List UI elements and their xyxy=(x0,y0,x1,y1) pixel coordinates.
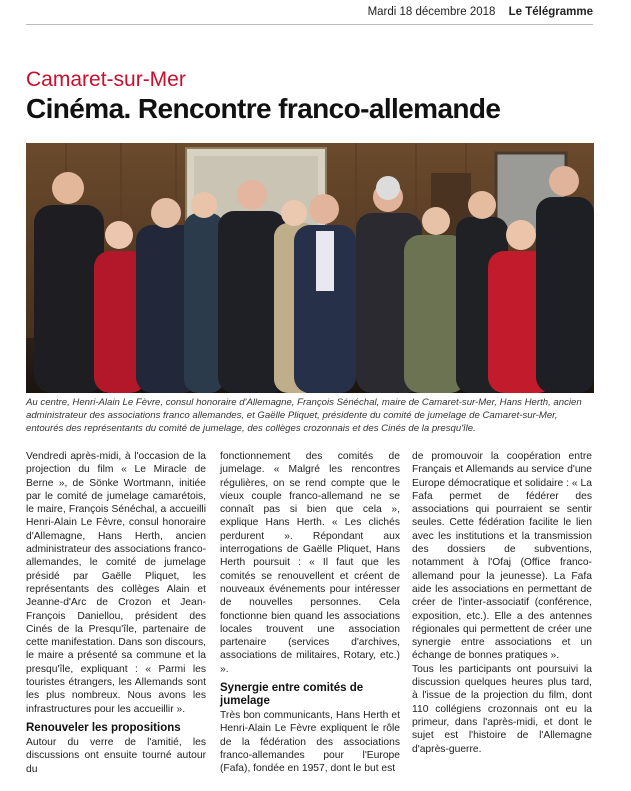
group-photo xyxy=(26,143,594,393)
locality-kicker: Camaret-sur-Mer xyxy=(26,68,186,91)
column-1 xyxy=(26,450,206,776)
publication-name: Le Télégramme xyxy=(508,6,593,18)
paragraph: Vendredi après-midi, à l'occasion de la projection du film « Le Miracle de Berne », de Sönke Wortmann, initiée par le comité de jumelage camarétois, le maire, François Sénéchal, a accueilli Henri-Alain Le Fèvre, consul honoraire d'Allemagne, Hans Herth, ancien administrateur des associations franco-allemandes, le comité de jumelage présidé par Gaëlle Pliquet, les représentants des collèges Alain et Jeanne-d'Arc de Crozon et Jean-François Daniellou, président des Cinés de la Presqu'île, partenaire de cette manifestation. Dans son discours, le maire a présenté sa commune et la presqu'île, expliquant : « Parmi les touristes étrangers, les Allemands sont les plus nombreux. Nous avons les infrastructures pour les accueillir ». xyxy=(26,451,206,715)
column-2 xyxy=(220,450,400,776)
paragraph: de promouvoir la coopération entre Français et Allemands au service d'une Europe démocratique et solidaire : « La Fafa permet de fédérer des associations qui pourraient se sentir seules. Cette fédération facilite le lien avec les institutions et la transmission des dossiers de subventions, notamment à l'Ofaj (Office franco-allemand pour la jeunesse). La Fafa aide les associations en permettant de créer de l'inter-associatif (conférence, exposition, etc.). Elle a des antennes régionales qui permettent de créer une synergie entre associations et un échange de bonnes pratiques ». xyxy=(412,451,592,662)
photo-caption: Au centre, Henri-Alain Le Fèvre, consul honoraire d'Allemagne, François Sénéchal, maire de Camaret-sur-Mer, Hans Herth, ancien administrateur des associations franco allemandes, et Gaëlle Pliquet, présidente du comité de jumelage de Camaret-sur-Mer, entourés des représentants du comité de jumelage, des collèges crozonnais et des Cinés de la presqu'île. xyxy=(26,397,582,434)
paragraph: Tous les participants ont poursuivi la discussion quelques heures plus tard, à l'issue de la projection du film, dont 110 collégiens crozonnais ont eu la primeur, dans l'après-midi, et dont le sujet est l'histoire de l'Allemagne d'après-guerre. xyxy=(412,663,592,755)
column-3 xyxy=(412,450,592,756)
header-divider xyxy=(26,24,593,25)
subheading-renouveler: Renouveler les propositions xyxy=(26,721,181,734)
paragraph: Autour du verre de l'amitié, les discussions ont ensuite tourné autour du xyxy=(26,736,206,775)
subheading-synergie: Synergie entre comités de jumelage xyxy=(220,682,364,708)
issue-date: Mardi 18 décembre 2018 xyxy=(367,6,496,18)
page-header xyxy=(368,6,593,18)
paragraph: Très bon communicants, Hans Herth et Henri-Alain Le Fèvre expliquent le rôle de la fédération des associations franco-allemandes pour l'Europe (Fafa), fondée en 1957, dont le but est xyxy=(220,710,400,775)
article-title: Cinéma. Rencontre franco-allemande xyxy=(26,93,501,124)
paragraph: fonctionnement des comités de jumelage. « Malgré les rencontres régulières, on se rend compte que le vieux couple franco-allemand ne se connaît pas si bien que cela », explique Hans Herth. « Les clichés perdurent ». Répondant aux interrogations de Gaëlle Pliquet, Hans Herth poursuit : « Il faut que les comités se renouvellent et créent de nouveaux événements pour intéresser de nouvelles personnes. Cela fonctionne bien quand les associations locales trouvent une association partenaire (services d'archives, associations de militaires, Rotary, etc.) ». xyxy=(220,451,400,675)
